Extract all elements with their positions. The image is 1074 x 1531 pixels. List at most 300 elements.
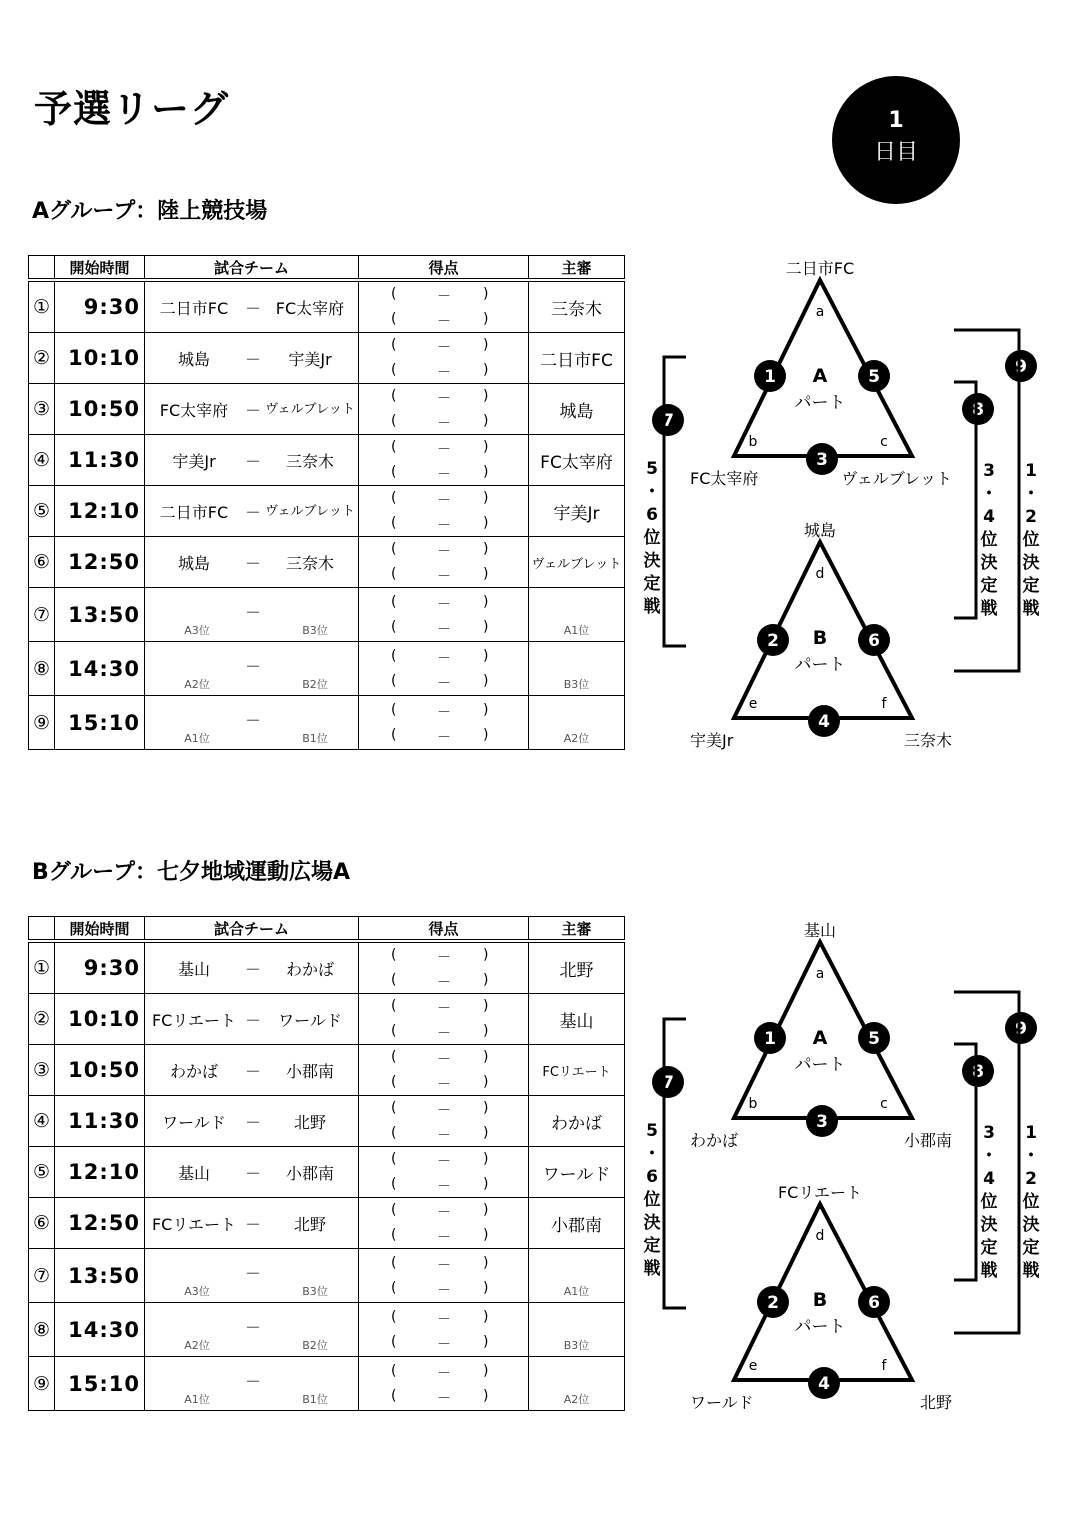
bracket-3-4-label-char: 戦 [980,1261,998,1281]
match-row [29,1198,625,1249]
part-b-letter: B [812,1289,828,1311]
team1-name: 宇美Jr [172,452,216,471]
match-teams [145,1249,359,1303]
score-cell [359,1198,529,1249]
match-teams [145,994,359,1045]
score-open-paren: ( [391,972,397,988]
start-time: 9:30 [55,941,145,994]
score-close-paren: ) [483,701,489,718]
team2-name: 小郡南 [285,1164,334,1183]
score-close-paren: ) [483,726,489,743]
score-dash: － [437,1230,451,1246]
match-8-number: 8 [972,400,984,420]
score-dash: － [437,650,451,667]
part-a-left-team: FC太宰府 [690,469,759,488]
team2-placeholder: B3位 [302,1284,328,1298]
score-close-paren: ) [483,1279,489,1296]
team2-placeholder: B1位 [302,1392,328,1406]
match-dash: － [245,960,262,979]
page-title: 予選リーグ [34,87,230,131]
match-row [29,941,625,994]
bracket-5-6-label-char: 戦 [643,597,661,617]
header-no [29,917,55,942]
score-open-paren: ( [391,311,397,327]
score-dash: － [437,1336,451,1353]
team2-name: ヴェルブレット [265,402,355,417]
part-a-top-team: 二日市FC [785,259,855,278]
edge-letter-e: e [748,696,758,712]
referee: 宇美Jr [529,486,625,537]
match-2-number: 2 [767,1293,779,1313]
part-b-top-team: FCリエート [777,1183,863,1202]
part-b-right-team: 三奈木 [903,731,952,750]
group-a-title: Aグループ：陸上競技場 [32,199,268,224]
score-close-paren: ) [483,647,489,664]
bracket-1-2-label-char: 1 [1025,1123,1037,1143]
part-b-top-team: 城島 [803,521,837,540]
score-close-paren: ) [483,1333,489,1350]
bracket-1-2-label-char: 2 [1025,1169,1037,1189]
score-dash: － [437,1311,451,1328]
team2-name: 北野 [293,1215,326,1234]
score-open-paren: ( [391,541,397,557]
score-close-paren: ) [483,1362,489,1379]
score-cell [359,588,529,642]
score-dash: － [437,365,451,381]
match-1-number: 1 [764,367,776,387]
match-row [29,588,625,642]
bracket-1-2-label-char: 1 [1025,461,1037,481]
score-close-paren: ) [483,1227,489,1243]
score-dash: － [437,493,451,509]
score-dash: － [437,1154,451,1170]
match-teams [145,941,359,994]
header-time: 開始時間 [55,256,145,281]
referee: ワールド [529,1147,625,1198]
match-row [29,280,625,333]
match-row [29,1096,625,1147]
bracket-3-4-label-char: 4 [983,1169,995,1189]
referee: 基山 [529,994,625,1045]
day-badge [832,76,960,204]
score-dash: － [437,1052,451,1068]
referee: A2位 [529,696,625,750]
match-teams [145,384,359,435]
score-open-paren: ( [391,337,397,353]
match-7-number: 7 [662,411,674,431]
bracket-3-4-label-char: 決 [980,1215,998,1235]
bracket-3-4-label-char: 定 [980,576,998,596]
bracket-3-4-label-char: 位 [980,530,998,550]
edge-letter-f: f [881,1358,887,1374]
edge-letter-c: c [880,434,888,450]
match-2-number: 2 [767,631,779,651]
referee: ヴェルブレット [529,537,625,588]
bracket-1-2-label-char: 決 [1022,1215,1040,1235]
group-b-schedule [28,916,625,1411]
score-open-paren: ( [391,1049,397,1065]
match-dash: － [245,710,262,730]
score-open-paren: ( [391,362,397,378]
start-time: 13:50 [55,588,145,642]
header-no [29,256,55,281]
match-teams [145,280,359,333]
match-number: ② [29,333,55,384]
match-row [29,642,625,696]
referee: A1位 [529,588,625,642]
score-close-paren: ) [483,1125,489,1141]
header-row [29,256,625,281]
score-dash: － [437,1205,451,1221]
bracket-1-2-label-char: 位 [1022,530,1040,550]
match-number: ④ [29,1096,55,1147]
part-b-left-team: 宇美Jr [690,731,734,750]
score-open-paren: ( [391,490,397,506]
team2-name: わかば [285,960,334,979]
bracket-5-6-label-char: 位 [643,1190,661,1210]
team1-name: ワールド [162,1113,226,1132]
bracket-1-2-label-char: 定 [1022,1238,1040,1258]
part-a-letter: A [812,1027,828,1049]
score-close-paren: ) [483,566,489,582]
score-cell [359,941,529,994]
match-row [29,1357,625,1411]
part-a-letter: A [812,365,828,387]
match-9-number: 9 [1015,1019,1027,1039]
referee: A2位 [529,1357,625,1411]
match-9-number: 9 [1015,357,1027,377]
bracket-3-4-label-char: 3 [983,461,995,481]
bracket-5-6-label-char: 6 [646,1167,658,1187]
edge-letter-f: f [881,696,887,712]
team1-name: わかば [169,1062,218,1081]
score-dash: － [437,442,451,458]
score-close-paren: ) [483,1151,489,1167]
part-b-label: パート [794,655,846,675]
score-cell [359,1045,529,1096]
score-cell [359,537,529,588]
bracket-3-4-label-char: 4 [983,507,995,527]
start-time: 12:50 [55,1198,145,1249]
match-number: ④ [29,435,55,486]
team2-name: 三奈木 [285,554,334,573]
day-label: 日目 [873,140,918,165]
score-close-paren: ) [483,1023,489,1039]
team2-placeholder: B2位 [302,677,328,691]
score-close-paren: ) [483,464,489,480]
match-dash: － [245,656,262,676]
team1-name: 基山 [177,1164,210,1183]
match-3-number: 3 [816,450,828,470]
score-close-paren: ) [483,998,489,1014]
match-dash: － [245,1371,262,1391]
score-cell [359,280,529,333]
score-open-paren: ( [391,1100,397,1116]
score-open-paren: ( [391,1227,397,1243]
score-dash: － [437,314,451,330]
score-close-paren: ) [483,286,489,302]
referee: 城島 [529,384,625,435]
score-cell [359,642,529,696]
score-close-paren: ) [483,413,489,429]
team1-placeholder: A2位 [184,677,210,691]
edge-letter-e: e [748,1358,758,1374]
match-1-number: 1 [764,1029,776,1049]
score-open-paren: ( [391,286,397,302]
bracket-3-4-label-char: ・ [980,1146,998,1166]
bracket-5-6-label-char: 定 [643,574,661,594]
match-number: ⑥ [29,537,55,588]
header-time: 開始時間 [55,917,145,942]
score-cell [359,435,529,486]
bracket-5-6-label-char: ・ [643,482,661,502]
bracket-1-2-label-char: ・ [1022,484,1040,504]
match-number: ⑤ [29,1147,55,1198]
team2-name: ヴェルブレット [265,504,355,519]
team2-name: 北野 [293,1113,326,1132]
score-dash: － [437,467,451,483]
score-close-paren: ) [483,1049,489,1065]
match-teams [145,1357,359,1411]
score-cell [359,1357,529,1411]
match-number: ⑤ [29,486,55,537]
referee: FC太宰府 [529,435,625,486]
edge-letter-d: d [815,1228,825,1244]
score-close-paren: ) [483,311,489,327]
score-cell [359,994,529,1045]
team2-name: FC太宰府 [275,299,345,318]
score-close-paren: ) [483,439,489,455]
score-dash: － [437,391,451,407]
bracket-3-4-label-char: 3 [983,1123,995,1143]
start-time: 9:30 [55,280,145,333]
score-open-paren: ( [391,998,397,1014]
match-row [29,696,625,750]
score-close-paren: ) [483,593,489,610]
score-open-paren: ( [391,1254,397,1271]
team1-placeholder: A2位 [184,1338,210,1352]
header-referee: 主審 [529,256,625,281]
match-number: ① [29,280,55,333]
team1-name: 基山 [177,960,210,979]
bracket-1-2-label-char: 決 [1022,553,1040,573]
score-cell [359,1303,529,1357]
match-dash: － [245,1263,262,1283]
score-dash: － [437,975,451,991]
match-teams [145,333,359,384]
score-dash: － [437,518,451,534]
score-dash: － [437,1179,451,1195]
match-row [29,333,625,384]
edge-letter-a: a [815,966,825,982]
start-time: 14:30 [55,642,145,696]
score-open-paren: ( [391,947,397,963]
score-close-paren: ) [483,1308,489,1325]
start-time: 12:50 [55,537,145,588]
score-dash: － [437,1128,451,1144]
score-open-paren: ( [391,464,397,480]
referee: A1位 [529,1249,625,1303]
referee: B3位 [529,642,625,696]
start-time: 10:50 [55,384,145,435]
score-open-paren: ( [391,439,397,455]
match-dash: － [245,602,262,622]
referee: 小郡南 [529,1198,625,1249]
score-open-paren: ( [391,1279,397,1296]
match-dash: － [245,350,262,369]
score-close-paren: ) [483,672,489,689]
score-dash: － [437,1282,451,1299]
bracket-5-6-label-char: 5 [646,1121,658,1141]
referee: FCリエート [529,1045,625,1096]
part-a-top-team: 基山 [803,921,837,940]
score-open-paren: ( [391,1362,397,1379]
team1-name: 二日市FC [159,503,229,522]
match-teams [145,1303,359,1357]
score-dash: － [437,569,451,585]
score-open-paren: ( [391,1176,397,1192]
score-dash: － [437,704,451,721]
bracket-3-4-label-char: 位 [980,1192,998,1212]
team1-name: 城島 [177,554,210,573]
score-open-paren: ( [391,413,397,429]
bracket-1-2-label-char: 戦 [1022,1261,1040,1281]
header-referee: 主審 [529,917,625,942]
score-close-paren: ) [483,947,489,963]
edge-letter-c: c [880,1096,888,1112]
team2-name: 三奈木 [285,452,334,471]
match-row [29,994,625,1045]
match-8-number: 8 [972,1062,984,1082]
match-dash: － [245,1062,262,1081]
match-dash: － [245,299,262,318]
bracket-1-2-label-char: 定 [1022,576,1040,596]
score-close-paren: ) [483,972,489,988]
match-row [29,384,625,435]
score-dash: － [437,1077,451,1093]
score-cell [359,1249,529,1303]
start-time: 11:30 [55,435,145,486]
score-dash: － [437,1390,451,1407]
score-cell [359,1147,529,1198]
match-dash: － [245,554,262,573]
edge-letter-b: b [748,434,758,450]
match-7-number: 7 [662,1073,674,1093]
header-score: 得点 [359,256,529,281]
score-close-paren: ) [483,618,489,635]
score-close-paren: ) [483,337,489,353]
score-cell [359,1096,529,1147]
score-open-paren: ( [391,672,397,689]
day-number: 1 [888,108,904,133]
match-dash: － [245,1113,262,1132]
match-5-number: 5 [868,367,880,387]
match-teams [145,486,359,537]
score-dash: － [437,950,451,966]
score-close-paren: ) [483,1100,489,1116]
bracket-5-6-label-char: 6 [646,505,658,525]
score-dash: － [437,1365,451,1382]
match-5-number: 5 [868,1029,880,1049]
header-score: 得点 [359,917,529,942]
start-time: 14:30 [55,1303,145,1357]
score-dash: － [437,544,451,560]
header-row [29,917,625,942]
team1-name: 城島 [177,350,210,369]
match-teams [145,1045,359,1096]
score-open-paren: ( [391,1333,397,1350]
team2-name: 宇美Jr [288,350,332,369]
team1-name: FCリエート [151,1215,237,1234]
score-close-paren: ) [483,1176,489,1192]
team1-placeholder: A1位 [184,731,210,745]
team1-name: FC太宰府 [159,401,229,420]
match-teams [145,1096,359,1147]
match-4-number: 4 [818,712,830,732]
bracket-5-6-label-char: ・ [643,1144,661,1164]
match-4-number: 4 [818,1374,830,1394]
start-time: 12:10 [55,486,145,537]
score-close-paren: ) [483,388,489,404]
bracket-5-6-label-char: 位 [643,528,661,548]
score-open-paren: ( [391,388,397,404]
match-number: ⑨ [29,1357,55,1411]
score-open-paren: ( [391,593,397,610]
score-cell [359,333,529,384]
match-number: ③ [29,1045,55,1096]
score-dash: － [437,596,451,613]
bracket-3-4-label-char: 定 [980,1238,998,1258]
score-open-paren: ( [391,1387,397,1404]
start-time: 10:10 [55,333,145,384]
bracket-5-6-label-char: 決 [643,1213,661,1233]
referee: B3位 [529,1303,625,1357]
match-number: ⑥ [29,1198,55,1249]
match-number: ⑦ [29,1249,55,1303]
header-match: 試合チーム [145,917,359,942]
score-close-paren: ) [483,1202,489,1218]
score-open-paren: ( [391,726,397,743]
match-row [29,1303,625,1357]
part-a-right-team: 小郡南 [903,1131,952,1150]
score-open-paren: ( [391,515,397,531]
match-dash: － [245,1215,262,1234]
start-time: 15:10 [55,1357,145,1411]
part-b-left-team: ワールド [690,1393,754,1412]
bracket-5-6-label-char: 定 [643,1236,661,1256]
bracket-1-2-label-char: 位 [1022,1192,1040,1212]
score-close-paren: ) [483,1387,489,1404]
bracket-3-4-label-char: 戦 [980,599,998,619]
score-dash: － [437,1103,451,1119]
edge-letter-d: d [815,566,825,582]
edge-letter-b: b [748,1096,758,1112]
team1-name: FCリエート [151,1011,237,1030]
score-dash: － [437,1026,451,1042]
match-number: ⑧ [29,1303,55,1357]
score-close-paren: ) [483,1254,489,1271]
score-open-paren: ( [391,1308,397,1325]
part-b-right-team: 北野 [919,1393,952,1412]
referee: 北野 [529,941,625,994]
score-cell [359,384,529,435]
match-teams [145,1147,359,1198]
score-dash: － [437,340,451,356]
team1-placeholder: A3位 [184,1284,210,1298]
score-open-paren: ( [391,701,397,718]
bracket-5-6-label-char: 決 [643,551,661,571]
match-dash: － [245,452,262,471]
